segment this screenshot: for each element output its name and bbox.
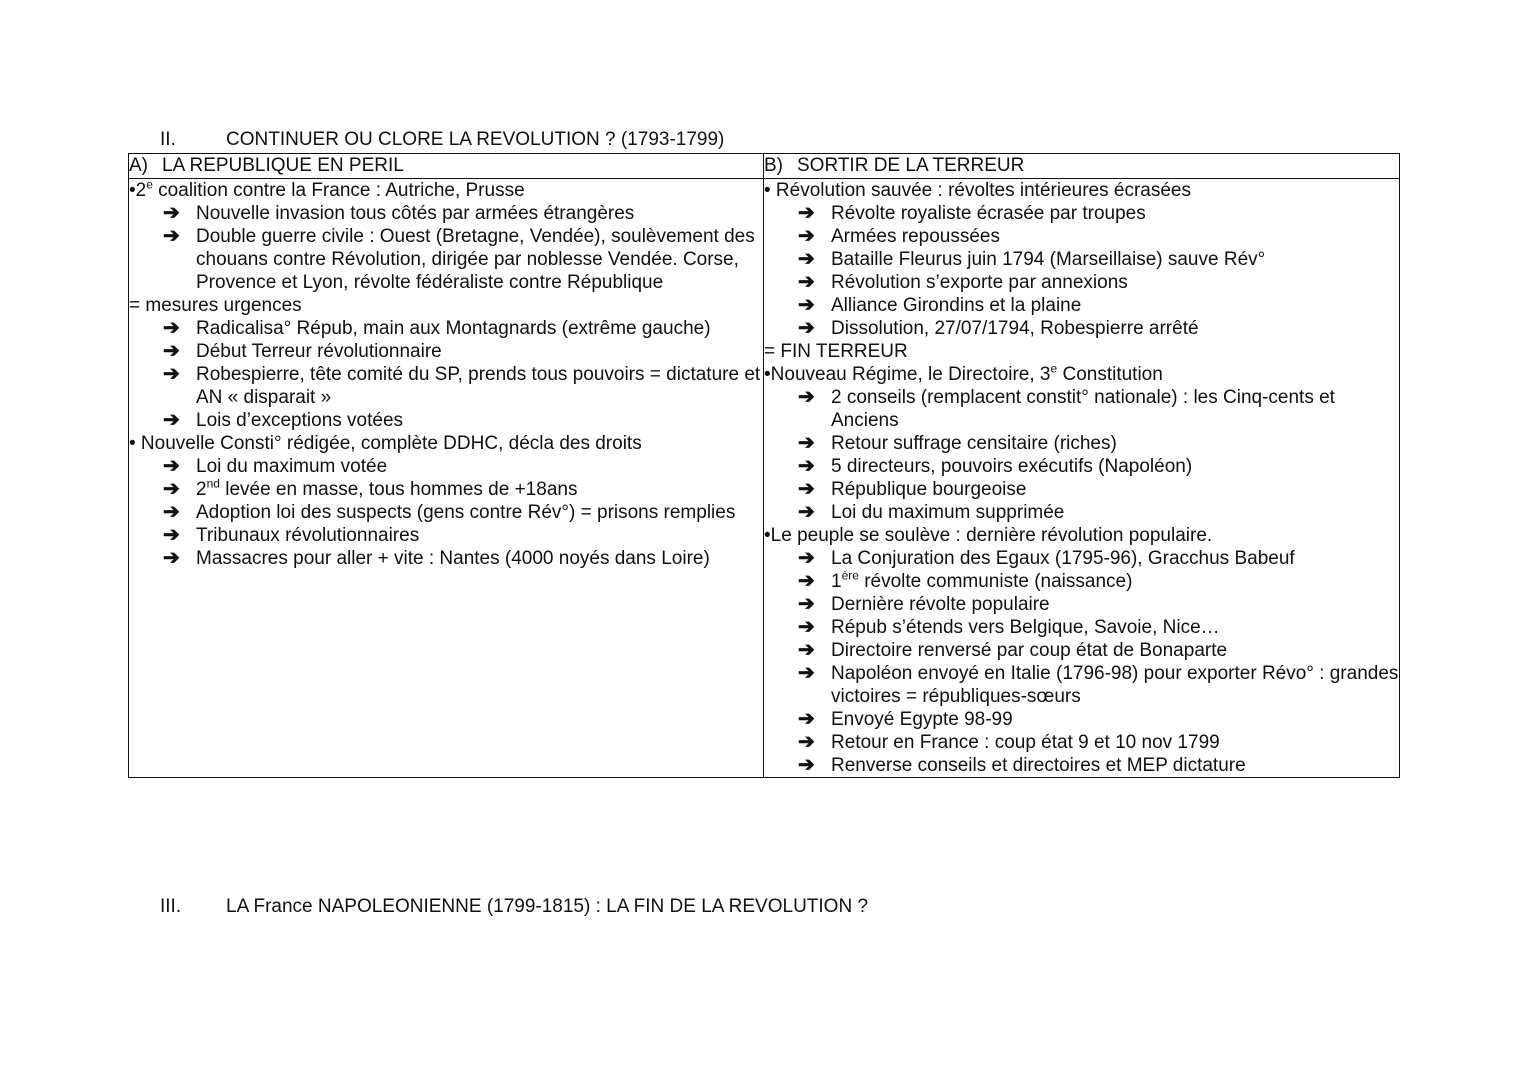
text-fragment: Constitution [1057,364,1163,385]
column-a-header [129,154,764,179]
list-item [764,432,1399,455]
list-item-text: Retour en France : coup état 9 et 10 nov 1799 [831,732,1220,753]
list-item [764,501,1399,524]
list-item [129,202,763,225]
text-fragment: levée en masse, tous hommes de +18ans [219,479,578,500]
list-item [764,570,1399,593]
arrow-icon: ➔ [798,616,815,638]
arrow-icon: ➔ [163,478,180,500]
column-b-letter: B) [764,155,783,176]
arrow-icon: ➔ [163,409,180,431]
text-fragment: 2 [196,479,207,500]
arrow-icon: ➔ [798,455,815,477]
arrow-icon: ➔ [163,455,180,477]
column-b-title: SORTIR DE LA TERREUR [797,155,1025,176]
list-item-text: Massacres pour aller + vite : Nantes (4000 noyés dans Loire) [196,548,710,569]
arrow-icon: ➔ [163,547,180,569]
list-item: = mesures urgences [129,295,302,316]
column-b-body [764,179,1400,778]
section-iii-heading [160,895,868,918]
list-item [764,708,1399,731]
table-header-row [129,154,1400,179]
list-item: • Nouvelle Consti° rédigée, complète DDHC, décla des droits [129,433,642,454]
column-a-title: LA REPUBLIQUE EN PERIL [162,155,404,176]
list-item: • Révolution sauvée : révoltes intérieures écrasées [764,180,1191,201]
list-item [764,317,1399,340]
arrow-icon: ➔ [798,547,815,569]
arrow-icon: ➔ [798,248,815,270]
list-item [764,547,1399,570]
list-item-text: La Conjuration des Egaux (1795-96), Gracchus Babeuf [831,548,1295,569]
list-item-text: Loi du maximum votée [196,456,388,477]
arrow-icon: ➔ [798,202,815,224]
list-item [764,248,1399,271]
list-item [129,179,763,202]
arrow-icon: ➔ [163,225,180,247]
text-fragment: 1 [831,571,842,592]
list-item-text: Radicalisa° Répub, main aux Montagnards (extrême gauche) [196,318,711,339]
list-item [129,501,763,524]
arrow-icon: ➔ [798,271,815,293]
list-item [764,616,1399,639]
list-item-text: Tribunaux révolutionnaires [196,525,420,546]
list-item-text: Retour suffrage censitaire (riches) [831,433,1117,454]
arrow-icon: ➔ [798,708,815,730]
list-item [129,409,763,432]
list-item [764,386,1399,432]
list-item [764,662,1399,708]
list-item-text [196,478,763,501]
arrow-icon: ➔ [798,639,815,661]
list-item [764,271,1399,294]
list-item [764,731,1399,754]
list-item-text: Révolution s’exporte par annexions [831,272,1128,293]
list-item-text: Révolte royaliste écrasée par troupes [831,203,1146,224]
list-item [129,478,763,501]
list-item [129,547,763,570]
list-item [129,455,763,478]
section-iii-number: III. [160,896,182,917]
list-item-text: Envoyé Egypte 98-99 [831,709,1013,730]
text-fragment: révolte communiste (naissance) [858,571,1133,592]
list-item [764,639,1399,662]
superscript: ère [841,568,859,583]
list-item-text: Loi du maximum supprimée [831,502,1065,523]
list-item-text: Armées repoussées [831,226,1000,247]
list-item-text: Nouvelle invasion tous côtés par armées étrangères [196,203,635,224]
list-item [764,455,1399,478]
text-fragment: coalition contre la France : Autriche, Prusse [152,180,525,201]
superscript: e [1050,361,1058,376]
column-a-letter: A) [129,155,148,176]
section-ii-title: CONTINUER OU CLORE LA REVOLUTION ? (1793-1799) [226,129,725,150]
list-item-text: Napoléon envoyé en Italie (1796-98) pour exporter Révo° : grandes victoires = républiques-sœurs [831,663,1399,707]
list-item-text: Dernière révolte populaire [831,594,1050,615]
list-item-text: 2 conseils (remplacent constit° nationale) : les Cinq-cents et Anciens [831,387,1335,431]
list-item-text: Alliance Girondins et la plaine [831,295,1082,316]
list-item [129,317,763,340]
arrow-icon: ➔ [798,754,815,776]
arrow-icon: ➔ [798,593,815,615]
section-ii-heading [160,128,724,151]
list-item [764,225,1399,248]
list-item-text: Renverse conseils et directoires et MEP dictature [831,755,1246,776]
list-item-text: Double guerre civile : Ouest (Bretagne, Vendée), soulèvement des chouans contre Révolution, dirigée par noblesse Vendée. Corse, Provence et Lyon, révolte fédéraliste contre République [196,226,755,293]
list-item-text: Dissolution, 27/07/1794, Robespierre arrêté [831,318,1199,339]
list-item-text [831,570,1399,593]
list-item-text: République bourgeoise [831,479,1027,500]
column-b-header [764,154,1400,179]
arrow-icon: ➔ [798,662,815,684]
list-item-text: Directoire renversé par coup état de Bonaparte [831,640,1228,661]
column-a-body [129,179,764,778]
list-item [129,363,763,409]
superscript: e [146,177,153,192]
list-item-text: Lois d’exceptions votées [196,410,404,431]
list-item [764,754,1399,777]
list-item-text: Bataille Fleurus juin 1794 (Marseillaise) sauve Rév° [831,249,1266,270]
arrow-icon: ➔ [798,432,815,454]
list-item-text: Début Terreur révolutionnaire [196,341,442,362]
arrow-icon: ➔ [163,524,180,546]
list-item [764,294,1399,317]
arrow-icon: ➔ [163,501,180,523]
list-item [129,524,763,547]
list-item [764,202,1399,225]
list-item-text: Répub s’étends vers Belgique, Savoie, Nice… [831,617,1220,638]
list-item [764,363,1399,386]
arrow-icon: ➔ [798,501,815,523]
arrow-icon: ➔ [798,731,815,753]
arrow-icon: ➔ [798,317,815,339]
list-item [764,478,1399,501]
list-item: •Le peuple se soulève : dernière révolution populaire. [764,525,1213,546]
superscript: nd [206,476,220,491]
revolution-table [128,153,1400,778]
list-item [764,593,1399,616]
list-item: = FIN TERREUR [764,341,908,362]
arrow-icon: ➔ [798,294,815,316]
section-iii-title: LA France NAPOLEONIENNE (1799-1815) : LA FIN DE LA REVOLUTION ? [226,896,869,917]
arrow-icon: ➔ [798,386,815,408]
text-fragment: •Nouveau Régime, le Directoire, 3 [764,364,1051,385]
arrow-icon: ➔ [163,340,180,362]
table-body-row [129,179,1400,778]
list-item [129,225,763,294]
arrow-icon: ➔ [163,202,180,224]
arrow-icon: ➔ [798,570,815,592]
list-item-text: 5 directeurs, pouvoirs exécutifs (Napoléon) [831,456,1193,477]
arrow-icon: ➔ [163,317,180,339]
list-item-text: Adoption loi des suspects (gens contre Rév°) = prisons remplies [196,502,736,523]
list-item-text: Robespierre, tête comité du SP, prends tous pouvoirs = dictature et AN « disparait » [196,364,761,408]
arrow-icon: ➔ [798,225,815,247]
arrow-icon: ➔ [163,363,180,385]
list-item [129,340,763,363]
section-ii-number: II. [160,129,176,150]
arrow-icon: ➔ [798,478,815,500]
text-fragment: •2 [129,180,147,201]
